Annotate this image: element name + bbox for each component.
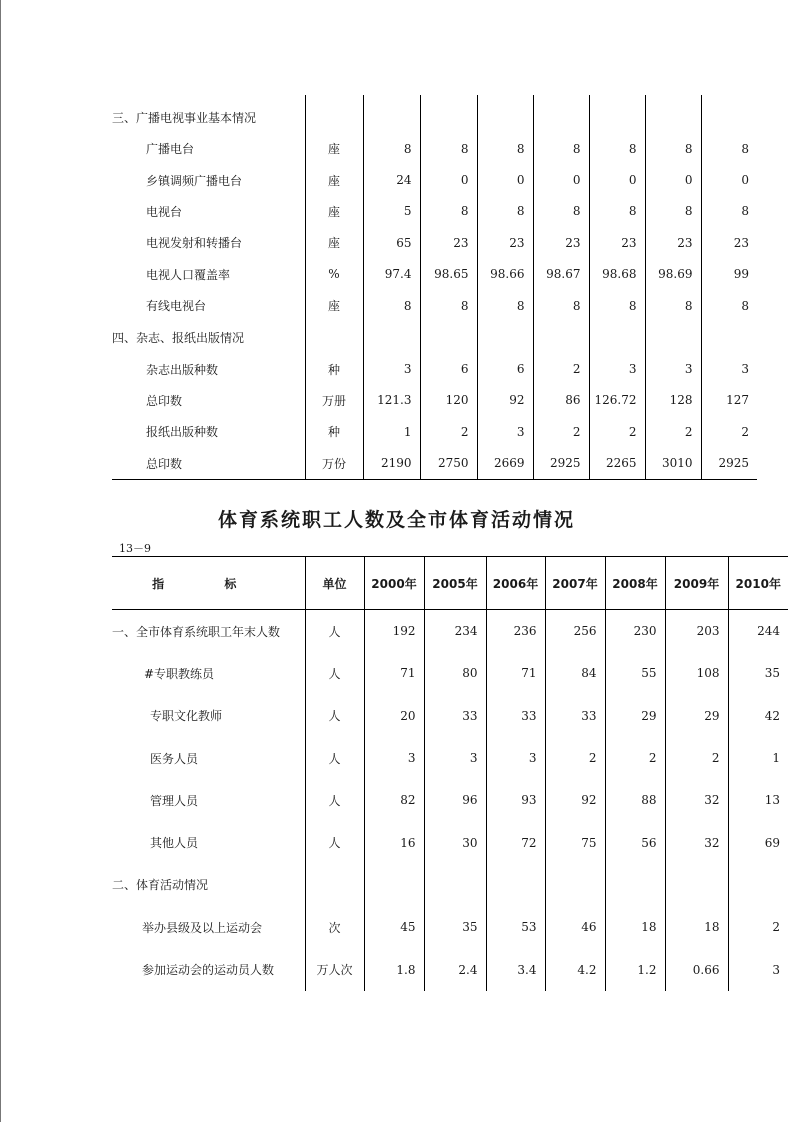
table-row xyxy=(112,948,788,990)
row-unit: 万人次 xyxy=(305,948,364,990)
value-cell: 33 xyxy=(545,695,605,737)
value-cell: 93 xyxy=(486,779,545,821)
empty-cell xyxy=(701,321,757,353)
empty-cell xyxy=(533,95,589,133)
row-label: 参加运动会的运动员人数 xyxy=(142,963,275,978)
value-cell: 8 xyxy=(533,290,589,321)
page-left-border xyxy=(0,0,1,1122)
value-cell: 8 xyxy=(477,196,533,227)
value-cell: 8 xyxy=(363,290,420,321)
table-row xyxy=(112,290,757,321)
value-cell: 99 xyxy=(701,259,757,290)
value-cell: 3010 xyxy=(645,448,701,480)
value-cell: 98.67 xyxy=(533,259,589,290)
value-cell: 8 xyxy=(645,133,701,164)
row-label: 总印数 xyxy=(146,393,183,408)
section-heading-row xyxy=(112,95,757,133)
value-cell: 1.2 xyxy=(605,948,665,990)
value-cell: 97.4 xyxy=(363,259,420,290)
row-unit: 万册 xyxy=(305,385,363,416)
row-unit: 人 xyxy=(305,610,364,653)
value-cell: 88 xyxy=(605,779,665,821)
value-cell: 5 xyxy=(363,196,420,227)
value-cell: 33 xyxy=(486,695,545,737)
value-cell: 8 xyxy=(589,133,645,164)
value-cell xyxy=(486,864,545,906)
value-cell: 8 xyxy=(589,196,645,227)
value-cell: 92 xyxy=(545,779,605,821)
table-row xyxy=(112,385,757,416)
value-cell: 80 xyxy=(424,652,486,694)
header-year: 2000年 xyxy=(364,557,424,610)
value-cell: 234 xyxy=(424,610,486,653)
value-cell: 86 xyxy=(533,385,589,416)
value-cell: 8 xyxy=(645,290,701,321)
value-cell: 0 xyxy=(420,164,477,195)
value-cell: 8 xyxy=(701,290,757,321)
section-heading: 四、杂志、报纸出版情况 xyxy=(112,330,245,345)
value-cell: 126.72 xyxy=(589,385,645,416)
value-cell: 2 xyxy=(728,906,788,948)
value-cell: 8 xyxy=(533,133,589,164)
row-label: 总印数 xyxy=(112,448,305,480)
row-label: 电视人口覆盖率 xyxy=(146,267,231,282)
value-cell xyxy=(665,864,728,906)
value-cell: 56 xyxy=(605,821,665,863)
value-cell: 8 xyxy=(701,196,757,227)
header-indicator: 指 标 xyxy=(112,557,305,610)
row-unit: 座 xyxy=(305,164,363,195)
value-cell: 127 xyxy=(701,385,757,416)
sports-staff-activity-table xyxy=(112,556,788,991)
value-cell: 55 xyxy=(605,652,665,694)
header-year: 2007年 xyxy=(545,557,605,610)
value-cell: 2669 xyxy=(477,448,533,480)
value-cell: 18 xyxy=(605,906,665,948)
row-unit: 人 xyxy=(305,821,364,863)
table-row xyxy=(112,259,757,290)
row-label: 杂志出版种数 xyxy=(146,362,219,377)
value-cell: 98.65 xyxy=(420,259,477,290)
value-cell: 98.66 xyxy=(477,259,533,290)
value-cell: 6 xyxy=(477,353,533,384)
value-cell: 16 xyxy=(364,821,424,863)
row-label: 报纸出版种数 xyxy=(146,425,219,440)
row-label: 其他人员 xyxy=(150,836,199,851)
value-cell: 42 xyxy=(728,695,788,737)
row-unit: 人 xyxy=(305,695,364,737)
value-cell: 8 xyxy=(477,290,533,321)
value-cell: 108 xyxy=(665,652,728,694)
section-heading-row xyxy=(112,321,757,353)
value-cell: 2190 xyxy=(363,448,420,480)
value-cell: 35 xyxy=(728,652,788,694)
value-cell: 0 xyxy=(701,164,757,195)
value-cell: 2265 xyxy=(589,448,645,480)
row-label: 广播电台 xyxy=(146,142,195,157)
broadcast-publishing-table xyxy=(112,95,757,480)
value-cell: 18 xyxy=(665,906,728,948)
value-cell: 3 xyxy=(645,353,701,384)
value-cell: 236 xyxy=(486,610,545,653)
row-unit: 座 xyxy=(305,290,363,321)
row-unit: 种 xyxy=(305,353,363,384)
empty-cell xyxy=(589,321,645,353)
value-cell xyxy=(424,864,486,906)
value-cell: 23 xyxy=(533,227,589,258)
header-unit: 单位 xyxy=(305,557,364,610)
value-cell: 8 xyxy=(645,196,701,227)
table-row xyxy=(112,821,788,863)
empty-cell xyxy=(533,321,589,353)
value-cell: 8 xyxy=(589,290,645,321)
row-unit: 人 xyxy=(305,737,364,779)
value-cell: 3 xyxy=(701,353,757,384)
value-cell: 3 xyxy=(364,737,424,779)
value-cell: 30 xyxy=(424,821,486,863)
empty-cell xyxy=(589,95,645,133)
value-cell: 0 xyxy=(589,164,645,195)
table-row xyxy=(112,416,757,447)
value-cell: 46 xyxy=(545,906,605,948)
value-cell: 1.8 xyxy=(364,948,424,990)
value-cell: 2.4 xyxy=(424,948,486,990)
value-cell: 3.4 xyxy=(486,948,545,990)
value-cell: 69 xyxy=(728,821,788,863)
empty-cell xyxy=(701,95,757,133)
value-cell: 45 xyxy=(364,906,424,948)
value-cell: 72 xyxy=(486,821,545,863)
value-cell: 33 xyxy=(424,695,486,737)
value-cell: 24 xyxy=(363,164,420,195)
row-label: 电视发射和转播台 xyxy=(146,236,243,251)
value-cell: 0 xyxy=(477,164,533,195)
value-cell: 29 xyxy=(605,695,665,737)
value-cell: 3 xyxy=(728,948,788,990)
value-cell: 2 xyxy=(545,737,605,779)
table-row xyxy=(112,196,757,227)
value-cell: 23 xyxy=(477,227,533,258)
value-cell: 32 xyxy=(665,779,728,821)
value-cell: 98.68 xyxy=(589,259,645,290)
value-cell: 2 xyxy=(533,416,589,447)
header-year: 2008年 xyxy=(605,557,665,610)
value-cell: 2 xyxy=(589,416,645,447)
value-cell: 96 xyxy=(424,779,486,821)
value-cell: 23 xyxy=(701,227,757,258)
row-label: #专职教练员 xyxy=(144,666,215,681)
value-cell: 3 xyxy=(477,416,533,447)
row-unit: 座 xyxy=(305,196,363,227)
value-cell: 8 xyxy=(420,196,477,227)
row-unit: 座 xyxy=(305,133,363,164)
value-cell: 35 xyxy=(424,906,486,948)
value-cell: 8 xyxy=(420,290,477,321)
value-cell: 23 xyxy=(589,227,645,258)
value-cell: 8 xyxy=(420,133,477,164)
row-label: 电视台 xyxy=(146,204,183,219)
value-cell: 2 xyxy=(420,416,477,447)
empty-cell xyxy=(363,95,420,133)
row-label: 有线电视台 xyxy=(146,299,207,314)
value-cell: 23 xyxy=(420,227,477,258)
value-cell: 3 xyxy=(486,737,545,779)
value-cell: 3 xyxy=(424,737,486,779)
value-cell xyxy=(545,864,605,906)
value-cell: 4.2 xyxy=(545,948,605,990)
value-cell xyxy=(364,864,424,906)
value-cell: 0 xyxy=(533,164,589,195)
row-unit: 人 xyxy=(305,779,364,821)
table-row xyxy=(112,906,788,948)
table-row xyxy=(112,448,757,480)
value-cell: 128 xyxy=(645,385,701,416)
empty-cell xyxy=(645,321,701,353)
value-cell: 98.69 xyxy=(645,259,701,290)
value-cell: 71 xyxy=(364,652,424,694)
row-label: 管理人员 xyxy=(150,793,199,808)
value-cell: 2 xyxy=(701,416,757,447)
section-heading: 一、全市体育系统职工年末人数 xyxy=(112,624,281,639)
section-heading: 三、广播电视事业基本情况 xyxy=(112,110,257,125)
value-cell: 8 xyxy=(363,133,420,164)
value-cell: 203 xyxy=(665,610,728,653)
value-cell: 84 xyxy=(545,652,605,694)
row-label: 医务人员 xyxy=(150,751,199,766)
value-cell: 65 xyxy=(363,227,420,258)
row-label: 举办县级及以上运动会 xyxy=(142,920,263,935)
value-cell: 92 xyxy=(477,385,533,416)
header-year: 2006年 xyxy=(486,557,545,610)
value-cell: 8 xyxy=(477,133,533,164)
value-cell: 23 xyxy=(645,227,701,258)
value-cell: 2 xyxy=(645,416,701,447)
row-unit: 座 xyxy=(305,227,363,258)
section-heading-row xyxy=(112,864,788,906)
row-unit: % xyxy=(305,259,363,290)
value-cell: 1 xyxy=(728,737,788,779)
empty-cell xyxy=(305,95,363,133)
value-cell: 2 xyxy=(533,353,589,384)
value-cell: 256 xyxy=(545,610,605,653)
row-unit: 人 xyxy=(305,652,364,694)
value-cell xyxy=(605,864,665,906)
value-cell: 2 xyxy=(665,737,728,779)
value-cell xyxy=(728,864,788,906)
value-cell: 2925 xyxy=(701,448,757,480)
empty-cell xyxy=(645,95,701,133)
value-cell: 8 xyxy=(701,133,757,164)
empty-cell xyxy=(420,321,477,353)
value-cell: 82 xyxy=(364,779,424,821)
empty-cell xyxy=(477,321,533,353)
empty-cell xyxy=(420,95,477,133)
table-row xyxy=(112,353,757,384)
value-cell: 20 xyxy=(364,695,424,737)
value-cell: 29 xyxy=(665,695,728,737)
row-unit: 种 xyxy=(305,416,363,447)
table-code: 13－9 xyxy=(119,542,151,555)
table-row xyxy=(112,779,788,821)
header-row xyxy=(112,557,788,610)
value-cell: 2750 xyxy=(420,448,477,480)
value-cell: 230 xyxy=(605,610,665,653)
value-cell: 32 xyxy=(665,821,728,863)
value-cell: 0.66 xyxy=(665,948,728,990)
row-unit xyxy=(305,864,364,906)
header-year: 2005年 xyxy=(424,557,486,610)
value-cell: 53 xyxy=(486,906,545,948)
value-cell: 244 xyxy=(728,610,788,653)
value-cell: 192 xyxy=(364,610,424,653)
header-year: 2009年 xyxy=(665,557,728,610)
section-heading-row xyxy=(112,610,788,653)
value-cell: 2 xyxy=(605,737,665,779)
value-cell: 3 xyxy=(589,353,645,384)
value-cell: 75 xyxy=(545,821,605,863)
empty-cell xyxy=(477,95,533,133)
row-unit: 次 xyxy=(305,906,364,948)
table-row xyxy=(112,695,788,737)
value-cell: 6 xyxy=(420,353,477,384)
value-cell: 2925 xyxy=(533,448,589,480)
row-label: 乡镇调频广播电台 xyxy=(146,173,243,188)
value-cell: 8 xyxy=(533,196,589,227)
sports-table-title: 体育系统职工人数及全市体育活动情况 xyxy=(217,509,575,531)
empty-cell xyxy=(305,321,363,353)
value-cell: 0 xyxy=(645,164,701,195)
value-cell: 13 xyxy=(728,779,788,821)
table-row xyxy=(112,164,757,195)
empty-cell xyxy=(363,321,420,353)
table-row xyxy=(112,133,757,164)
section-heading: 二、体育活动情况 xyxy=(112,878,209,893)
row-unit: 万份 xyxy=(305,448,363,480)
value-cell: 3 xyxy=(363,353,420,384)
table-row xyxy=(112,227,757,258)
table-row xyxy=(112,737,788,779)
header-year: 2010年 xyxy=(728,557,788,610)
row-label: 专职文化教师 xyxy=(150,709,223,724)
value-cell: 71 xyxy=(486,652,545,694)
value-cell: 121.3 xyxy=(363,385,420,416)
value-cell: 1 xyxy=(363,416,420,447)
value-cell: 120 xyxy=(420,385,477,416)
table-row xyxy=(112,652,788,694)
